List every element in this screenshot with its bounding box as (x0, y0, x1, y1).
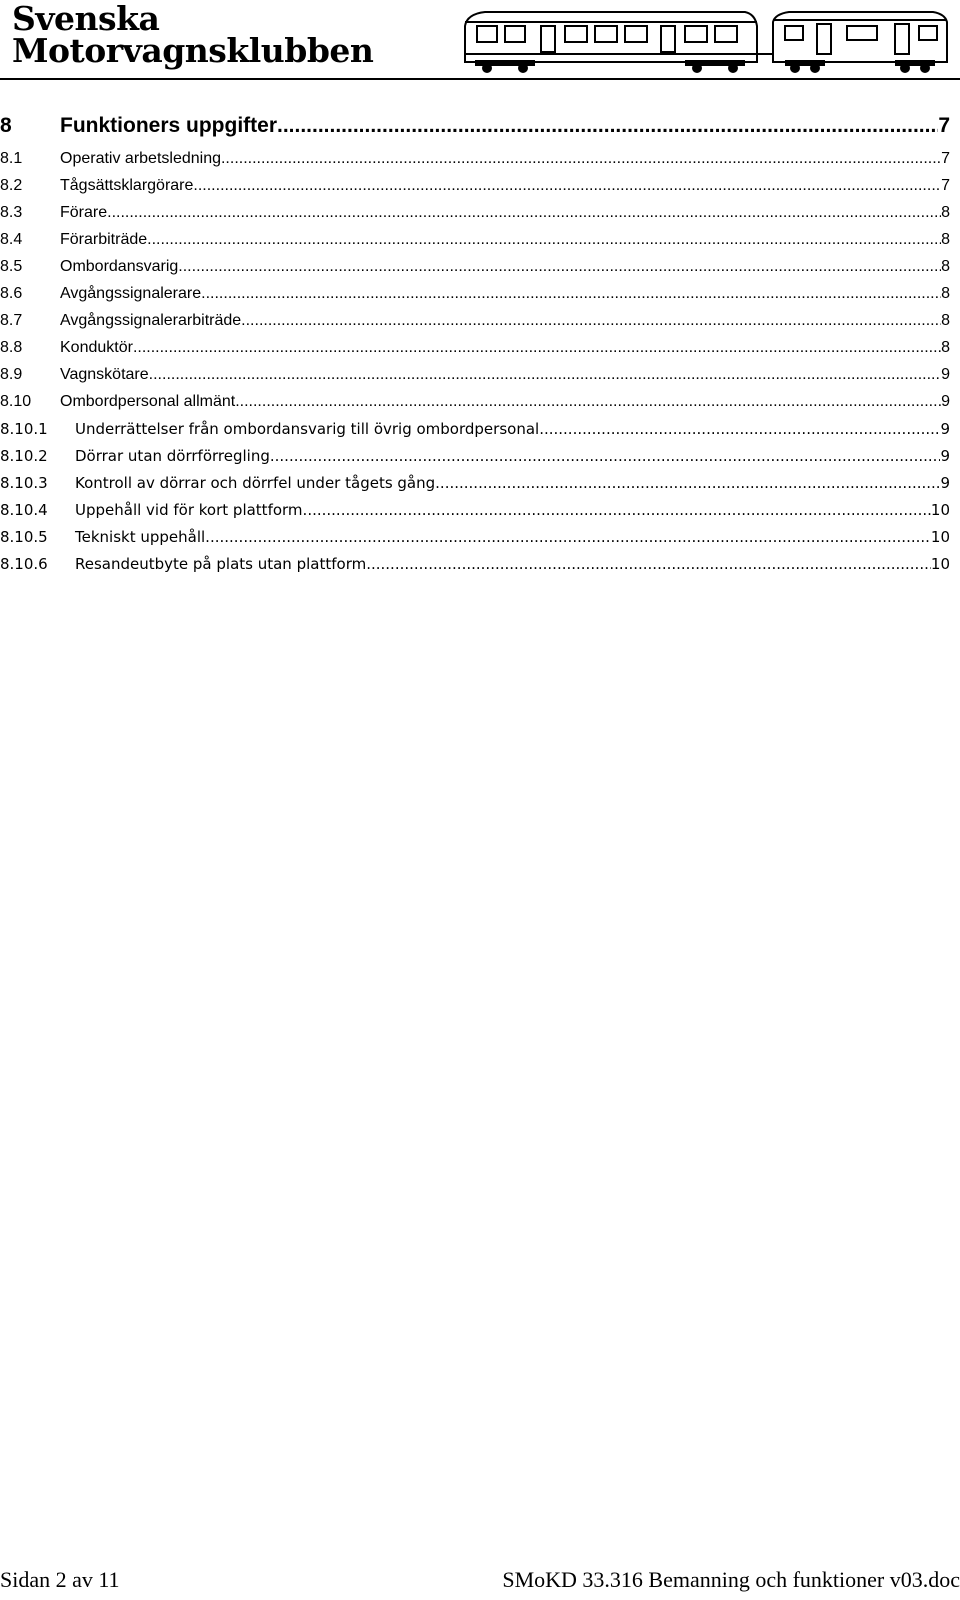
logo-line-1: Svenska (12, 0, 160, 38)
toc-leader (277, 114, 938, 138)
toc-entry[interactable] (0, 204, 950, 222)
toc-leader (270, 447, 941, 465)
page-counter: Sidan 2 av 11 (0, 1567, 120, 1592)
toc-entry[interactable] (0, 447, 950, 465)
toc-page-number: 8 (941, 204, 950, 221)
toc-entry[interactable] (0, 501, 950, 519)
toc-title: Kontroll av dörrar och dörrfel under tågets gång (75, 474, 436, 492)
toc-leader (178, 258, 941, 276)
page-footer (0, 1567, 960, 1595)
document-filename: SMoKD 33.316 Bemanning och funktioner v03.doc (502, 1567, 960, 1592)
toc-page-number: 9 (941, 366, 950, 383)
toc-page-number: 7 (941, 150, 950, 167)
toc-number: 8.2 (0, 177, 23, 194)
toc-number: 8.5 (0, 258, 23, 275)
toc-page-number: 9 (940, 420, 950, 438)
toc-title: Tågsättsklargörare (60, 177, 194, 194)
toc-entry[interactable] (0, 528, 950, 546)
toc-title: Dörrar utan dörrförregling (75, 447, 270, 465)
toc-page-number: 8 (941, 312, 950, 329)
toc-title: Förare (60, 204, 108, 221)
toc-number: 8.10.6 (0, 555, 48, 573)
toc-leader (149, 366, 941, 384)
toc-page-number: 9 (940, 447, 950, 465)
toc-leader (241, 312, 941, 330)
toc-leader (205, 528, 931, 546)
toc-entry[interactable] (0, 177, 950, 195)
toc-entry[interactable] (0, 366, 950, 384)
toc-number: 8.7 (0, 312, 23, 329)
toc-title: Avgångssignalerare (60, 285, 202, 302)
toc-page-number: 10 (930, 555, 950, 573)
header-divider (0, 78, 960, 80)
toc-leader (539, 420, 940, 438)
toc-title: Funktioners uppgifter (60, 114, 277, 137)
toc-page-number: 8 (941, 285, 950, 302)
toc-leader (235, 393, 941, 411)
toc-number: 8.3 (0, 204, 23, 221)
toc-entry[interactable] (0, 312, 950, 330)
toc-leader (147, 231, 941, 249)
toc-title: Operativ arbetsledning (60, 150, 221, 167)
logo-line-2: Motorvagnsklubben (12, 31, 374, 70)
toc-title: Avgångssignalerarbiträde (60, 312, 242, 329)
toc-number: 8.10.4 (0, 501, 48, 519)
train-illustration (455, 4, 955, 74)
toc-entry[interactable] (0, 339, 950, 357)
toc-page-number: 9 (940, 474, 950, 492)
toc-entry[interactable] (0, 420, 950, 438)
toc-page-number: 10 (930, 501, 950, 519)
toc-number: 8.4 (0, 231, 23, 248)
toc-number: 8.10.1 (0, 420, 48, 438)
toc-page-number: 8 (941, 258, 950, 275)
toc-entry[interactable] (0, 393, 950, 411)
page-header (0, 0, 960, 80)
toc-entry[interactable] (0, 150, 950, 168)
toc-entry[interactable] (0, 474, 950, 492)
toc-leader (303, 501, 931, 519)
club-logo (12, 0, 374, 70)
toc-page-number: 7 (941, 177, 950, 194)
toc-leader (201, 285, 941, 303)
toc-entry[interactable] (0, 285, 950, 303)
toc-number: 8.9 (0, 366, 23, 383)
toc-entry[interactable] (0, 555, 950, 573)
toc-number: 8.1 (0, 150, 23, 167)
toc-page-number: 8 (941, 231, 950, 248)
toc-page-number: 8 (941, 339, 950, 356)
toc-number: 8.10.3 (0, 474, 48, 492)
toc-number: 8.6 (0, 285, 23, 302)
toc-title: Konduktör (60, 339, 133, 356)
toc-entry[interactable] (0, 258, 950, 276)
toc-leader (221, 150, 941, 168)
toc-page-number: 10 (930, 528, 950, 546)
toc-leader (193, 177, 941, 195)
toc-page-number: 9 (941, 393, 950, 410)
toc-title: Ombordansvarig (60, 258, 179, 275)
toc-title: Förarbiträde (60, 231, 148, 248)
toc-number: 8 (0, 114, 12, 137)
toc-leader (435, 474, 940, 492)
toc-title: Tekniskt uppehåll (75, 528, 206, 546)
toc-title: Resandeutbyte på plats utan plattform (75, 555, 367, 573)
toc-number: 8.8 (0, 339, 23, 356)
toc-title: Uppehåll vid för kort plattform (75, 501, 303, 519)
toc-title: Underrättelser från ombordansvarig till övrig ombordpersonal (75, 420, 540, 438)
toc-leader (107, 204, 941, 222)
toc-leader (133, 339, 941, 357)
toc-page-number: 7 (938, 114, 950, 137)
toc-number: 8.10 (0, 393, 32, 410)
toc-entry[interactable] (0, 114, 950, 138)
toc-number: 8.10.5 (0, 528, 48, 546)
toc-entry[interactable] (0, 231, 950, 249)
toc-title: Vagnskötare (60, 366, 149, 383)
toc-leader (366, 555, 931, 573)
toc-number: 8.10.2 (0, 447, 48, 465)
toc-title: Ombordpersonal allmänt (60, 393, 236, 410)
